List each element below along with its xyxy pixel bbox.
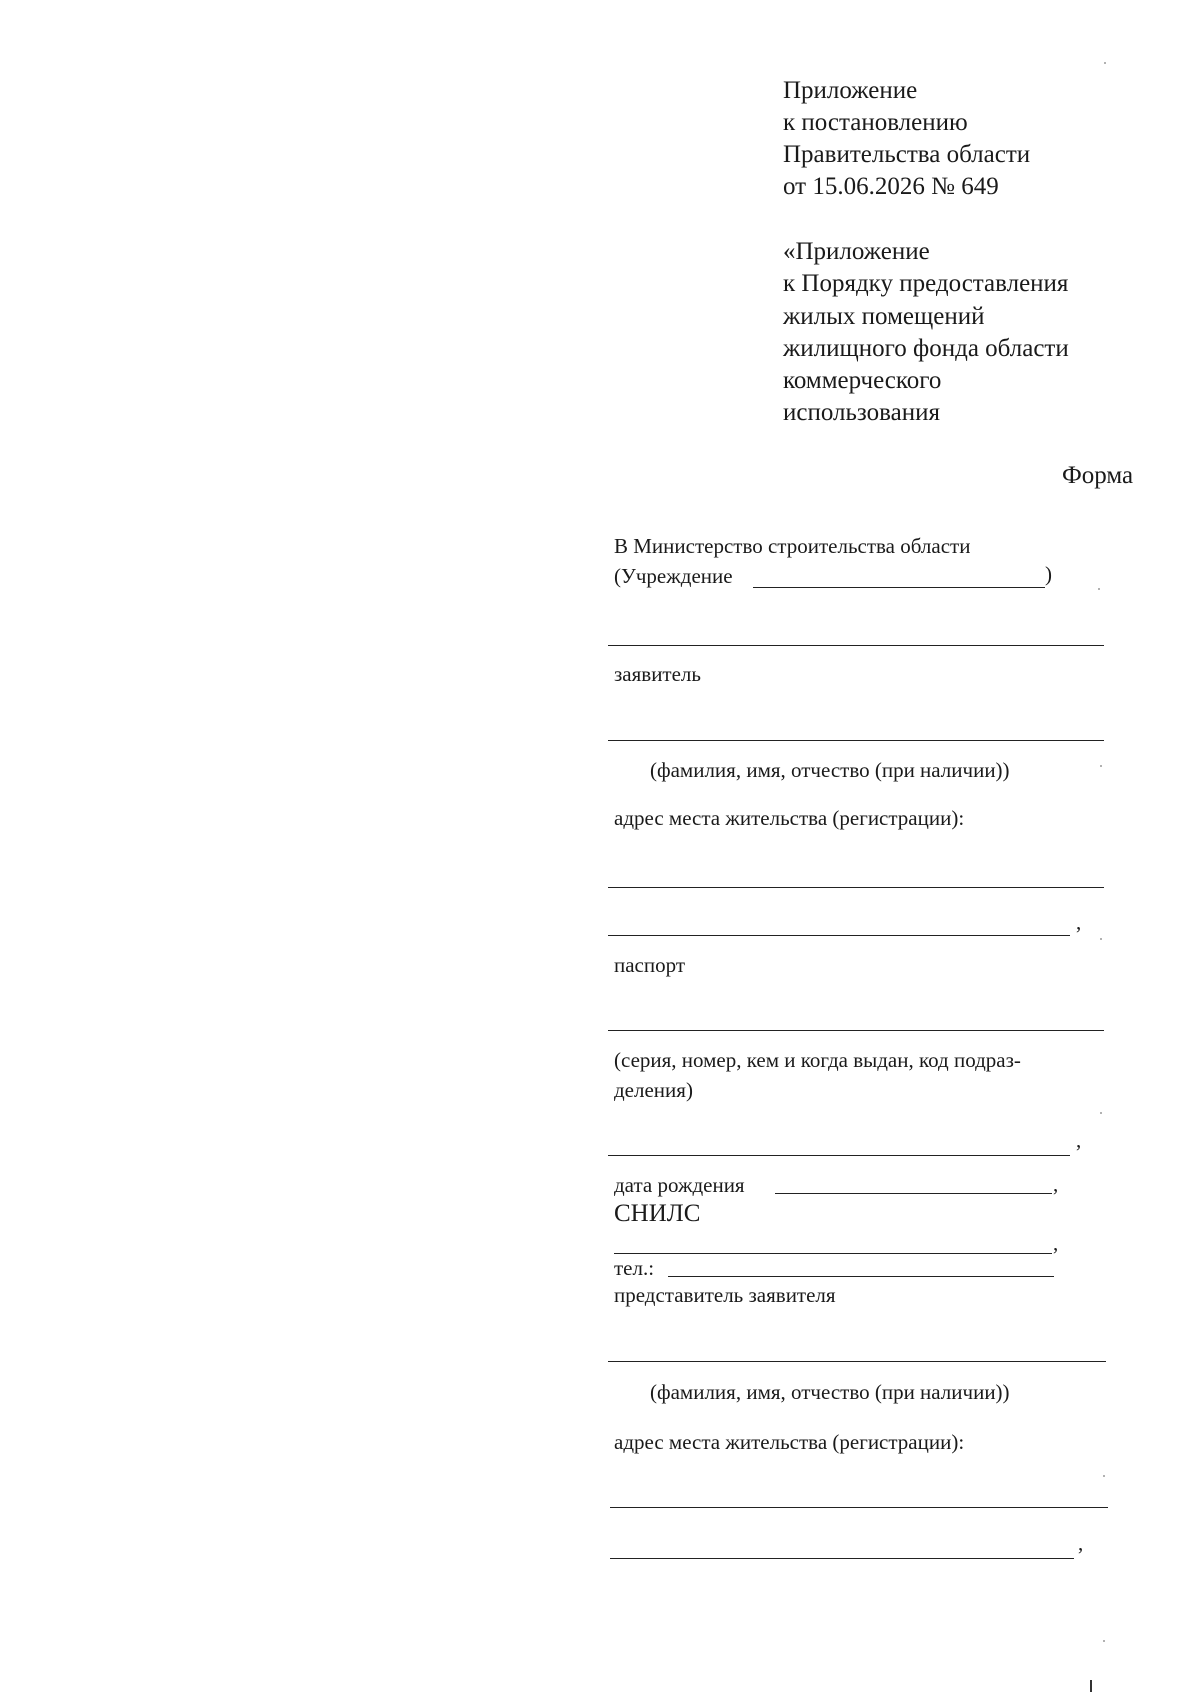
order-line: «Приложение — [783, 238, 930, 265]
scan-speck — [1104, 62, 1106, 64]
scan-speck — [1100, 765, 1102, 767]
fio-hint: (фамилия, имя, отчество (при наличии)) — [650, 758, 1010, 782]
form-label: Форма — [1062, 462, 1134, 489]
representative-address-line-2[interactable] — [610, 1558, 1074, 1559]
applicant-name-line-1[interactable] — [608, 645, 1104, 646]
scan-speck — [1103, 1640, 1105, 1642]
passport-line[interactable] — [608, 1030, 1104, 1031]
scan-speck — [1100, 1112, 1102, 1114]
scan-speck — [1100, 938, 1102, 940]
scan-mark — [1090, 1680, 1092, 1692]
birth-date-comma: , — [1053, 1172, 1059, 1196]
representative-address-line-1[interactable] — [610, 1507, 1108, 1508]
representative-name-line[interactable] — [608, 1361, 1106, 1362]
order-line: к Порядку предоставления — [783, 270, 1069, 297]
applicant-name-line-2[interactable] — [608, 740, 1104, 741]
order-line: жилищного фонда области — [783, 335, 1069, 362]
recipient-text: В Министерство строительства области — [614, 534, 971, 558]
scan-speck — [1103, 1475, 1105, 1477]
order-line: использования — [783, 399, 940, 426]
representative-fio-hint: (фамилия, имя, отчество (при наличии)) — [650, 1380, 1010, 1404]
passport-line-2[interactable] — [608, 1155, 1070, 1156]
phone-field-line[interactable] — [668, 1276, 1054, 1277]
address-comma: , — [1076, 910, 1082, 934]
order-line: коммерческого — [783, 367, 942, 394]
appendix-line: Приложение — [783, 77, 918, 104]
phone-label: тел.: — [614, 1256, 655, 1280]
representative-label: представитель заявителя — [614, 1283, 836, 1307]
passport-hint-line-1: (серия, номер, кем и когда выдан, код подраз- — [614, 1048, 1021, 1072]
institution-label: (Учреждение — [614, 564, 733, 588]
passport-hint-line-2: деления) — [614, 1078, 693, 1102]
passport-label: паспорт — [614, 953, 686, 977]
scan-speck — [1098, 588, 1100, 590]
address-line-2[interactable] — [608, 935, 1070, 936]
snils-field-line[interactable] — [614, 1253, 1052, 1254]
representative-address-label: адрес места жительства (регистрации): — [614, 1430, 965, 1454]
institution-field-line[interactable] — [753, 587, 1045, 588]
order-line: жилых помещений — [783, 303, 985, 330]
applicant-label: заявитель — [614, 662, 701, 686]
passport-comma: , — [1076, 1128, 1082, 1152]
institution-close-paren: ) — [1045, 562, 1052, 586]
appendix-line: Правительства области — [783, 141, 1031, 168]
snils-comma: , — [1053, 1231, 1059, 1255]
birth-date-field-line[interactable] — [775, 1193, 1052, 1194]
snils-label: СНИЛС — [614, 1200, 701, 1227]
birth-date-label: дата рождения — [614, 1173, 745, 1197]
appendix-line: к постановлению — [783, 109, 968, 136]
representative-address-comma: , — [1078, 1531, 1084, 1555]
address-line-1[interactable] — [608, 887, 1104, 888]
address-label: адрес места жительства (регистрации): — [614, 806, 965, 830]
appendix-line: от 15.06.2026 № 649 — [783, 173, 999, 200]
